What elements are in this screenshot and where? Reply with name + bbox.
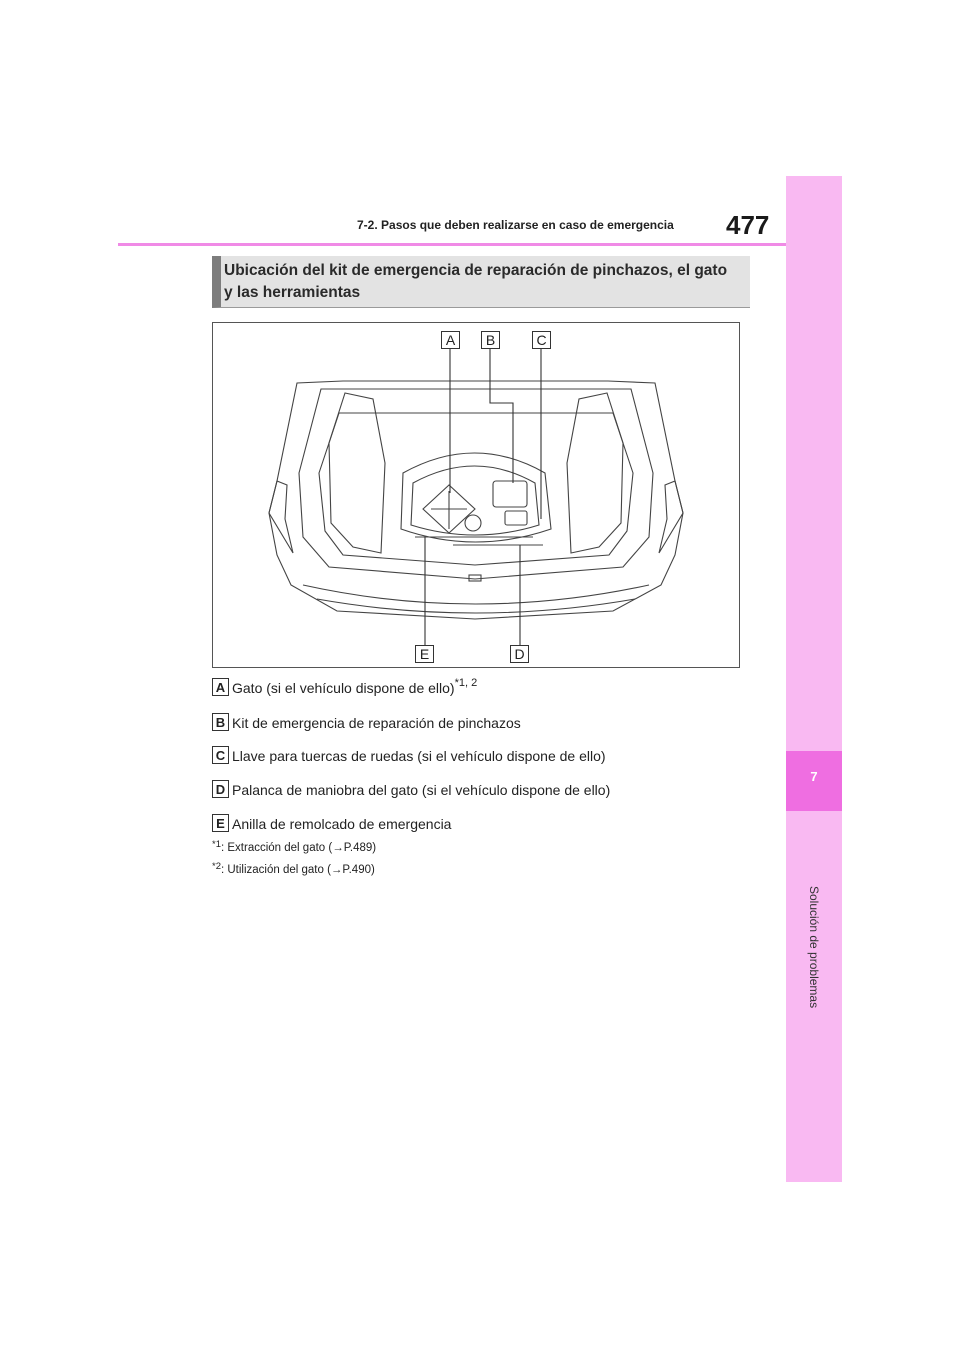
legend-text: Kit de emergencia de reparación de pinchazos — [232, 715, 521, 731]
page-number: 477 — [726, 210, 770, 240]
legend-badge: A — [212, 678, 229, 696]
section-title-line-1: Ubicación del kit de emergencia de reparación de pinchazos, el gato — [224, 262, 728, 279]
footnote-mark: *2 — [212, 861, 221, 872]
towing-eye — [465, 515, 481, 531]
chapter-number: 7 — [810, 769, 818, 784]
trunk-latch — [469, 575, 481, 581]
bumper — [303, 585, 649, 604]
footnote-link-p490[interactable]: : Utilización del gato (→P.490) — [220, 864, 375, 876]
repair-kit-bottle — [505, 511, 527, 525]
callout-b: B — [481, 331, 500, 349]
footnote-link-p489[interactable]: : Extracción del gato (→P.489) — [220, 842, 377, 854]
legend-badge: E — [212, 814, 229, 832]
callout-a: A — [441, 331, 460, 349]
right-fender — [659, 481, 683, 553]
legend-badge: C — [212, 746, 229, 764]
legend-text: Palanca de maniobra del gato (si el vehículo dispone de ello) — [232, 782, 611, 798]
car-body-outline — [269, 381, 683, 619]
section-title-line-2: y las herramientas — [224, 284, 361, 301]
trunk-opening — [299, 389, 653, 579]
legend-text: Anilla de remolcado de emergencia — [232, 816, 452, 832]
trunk-drawing — [213, 323, 739, 667]
chapter-title: Solución de problemas — [807, 886, 821, 1009]
chapter-sidebar — [786, 176, 842, 1182]
callout-c: C — [532, 331, 551, 349]
legend-badge: D — [212, 780, 229, 798]
section-heading — [212, 256, 750, 308]
footnote-mark: *1 — [212, 839, 221, 850]
legend-superscript: *1, 2 — [454, 677, 478, 689]
legend-text: Llave para tuercas de ruedas (si el vehículo dispone de ello) — [232, 748, 606, 764]
left-fender — [269, 481, 293, 553]
footnote-1 — [212, 839, 377, 854]
footnote-2 — [212, 861, 375, 876]
legend-text: Gato (si el vehículo dispone de ello)$^{*1, 2}$ — [232, 677, 478, 696]
left-side-trim — [329, 393, 385, 553]
jack — [423, 485, 475, 533]
right-side-trim — [567, 393, 623, 553]
legend-badge: B — [212, 713, 229, 731]
trunk-illustration — [212, 322, 740, 668]
callout-d: D — [510, 645, 529, 663]
running-head: 7-2. Pasos que deben realizarse en caso de emergencia — [357, 218, 674, 232]
bumper-lower — [317, 599, 635, 613]
callout-e: E — [415, 645, 434, 663]
header-rule — [118, 243, 786, 246]
leader-b — [490, 349, 513, 483]
repair-kit — [493, 481, 527, 507]
